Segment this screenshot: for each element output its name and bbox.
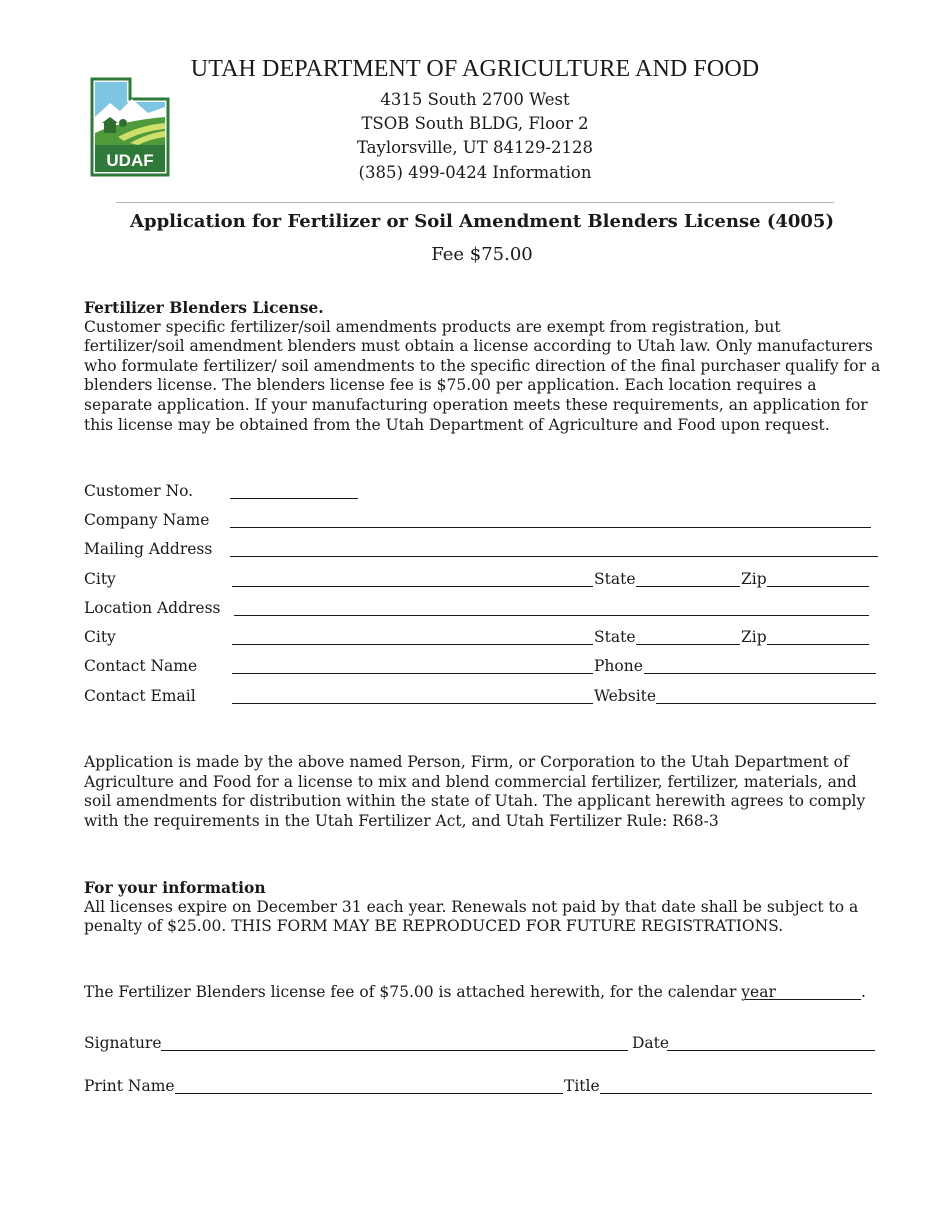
- address-line-2: TSOB South BLDG, Floor 2: [361, 114, 589, 133]
- state-label: State: [594, 570, 636, 588]
- calendar-year-field[interactable]: [745, 999, 861, 1000]
- customer-no-label: Customer No.: [84, 482, 194, 500]
- state2-label: State: [594, 628, 636, 646]
- signature-field[interactable]: [161, 1050, 628, 1051]
- title-field[interactable]: [600, 1093, 872, 1094]
- print-name-field[interactable]: [175, 1093, 563, 1094]
- date-field[interactable]: [667, 1050, 875, 1051]
- city2-field[interactable]: [232, 644, 593, 645]
- fee-statement-period: .: [861, 983, 866, 1001]
- zip-label: Zip: [741, 570, 767, 588]
- phone-label: Phone: [594, 657, 643, 675]
- website-label: Website: [594, 687, 657, 705]
- zip-field[interactable]: [767, 586, 869, 587]
- address-line-1: 4315 South 2700 West: [380, 90, 570, 109]
- title-label: Title: [564, 1077, 600, 1095]
- contact-email-field[interactable]: [232, 703, 593, 704]
- fee-statement: The Fertilizer Blenders license fee of $75.00 is attached herewith, for the calendar year: [84, 983, 776, 1001]
- agency-name: UTAH DEPARTMENT OF AGRICULTURE AND FOOD: [190, 56, 760, 82]
- company-name-field[interactable]: [230, 527, 871, 528]
- intro-heading: Fertilizer Blenders License.: [84, 298, 324, 317]
- zip2-label: Zip: [741, 628, 767, 646]
- location-address-label: Location Address: [84, 599, 221, 617]
- phone-field[interactable]: [644, 673, 876, 674]
- info-heading: For your information: [84, 878, 266, 897]
- address-line-3: Taylorsville, UT 84129-2128: [356, 138, 594, 157]
- form-fee: Fee $75.00: [431, 244, 533, 265]
- contact-name-label: Contact Name: [84, 657, 198, 675]
- mailing-address-label: Mailing Address: [84, 540, 213, 558]
- logo-text: UDAF: [106, 151, 154, 170]
- signature-label: Signature: [84, 1034, 162, 1052]
- print-name-label: Print Name: [84, 1077, 175, 1095]
- info-body: All licenses expire on December 31 each year. Renewals not paid by that date shall be subject to a penalty of $25.00. THIS FORM MAY BE REPRODUCED FOR FUTURE REGISTRATIONS.: [84, 897, 859, 936]
- city-label: City: [84, 570, 116, 588]
- header-divider: [116, 202, 834, 203]
- website-field[interactable]: [656, 703, 876, 704]
- city-field[interactable]: [232, 586, 593, 587]
- date-label: Date: [632, 1034, 670, 1052]
- mailing-address-field[interactable]: [230, 556, 878, 557]
- customer-no-field[interactable]: [230, 498, 358, 499]
- intro-body: Customer specific fertilizer/soil amendments products are exempt from registration, but fertilizer/soil amendment blenders must obtain a license according to Utah law. Only manufacturers who formulate fertilizer/ soil amendments to the specific direction of the final purchaser qualify for a blenders license. The blenders license fee is $75.00 per application. Each location requires a separate application. If your manufacturing operation meets these requirements, an application for this license may be obtained from the Utah Department of Agriculture and Food upon request.: [84, 317, 881, 434]
- zip2-field[interactable]: [767, 644, 869, 645]
- phone-info: (385) 499-0424 Information: [358, 163, 592, 182]
- info-section: [84, 878, 884, 937]
- form-title: Application for Fertilizer or Soil Amendment Blenders License (4005): [130, 211, 834, 232]
- contact-name-field[interactable]: [232, 673, 593, 674]
- contact-email-label: Contact Email: [84, 687, 196, 705]
- state-field[interactable]: [636, 586, 740, 587]
- agreement-text: Application is made by the above named Person, Firm, or Corporation to the Utah Department of Agriculture and Food for a license to mix and blend commercial fertilizer, fertilizer, materials, and soil amendments for distribution within the state of Utah. The applicant herewith agrees to comply with the requirements in the Utah Fertilizer Act, and Utah Fertilizer Rule: R68-3: [84, 753, 866, 830]
- intro-section: [84, 298, 884, 435]
- city2-label: City: [84, 628, 116, 646]
- state2-field[interactable]: [636, 644, 740, 645]
- company-name-label: Company Name: [84, 511, 210, 529]
- location-address-field[interactable]: [234, 615, 869, 616]
